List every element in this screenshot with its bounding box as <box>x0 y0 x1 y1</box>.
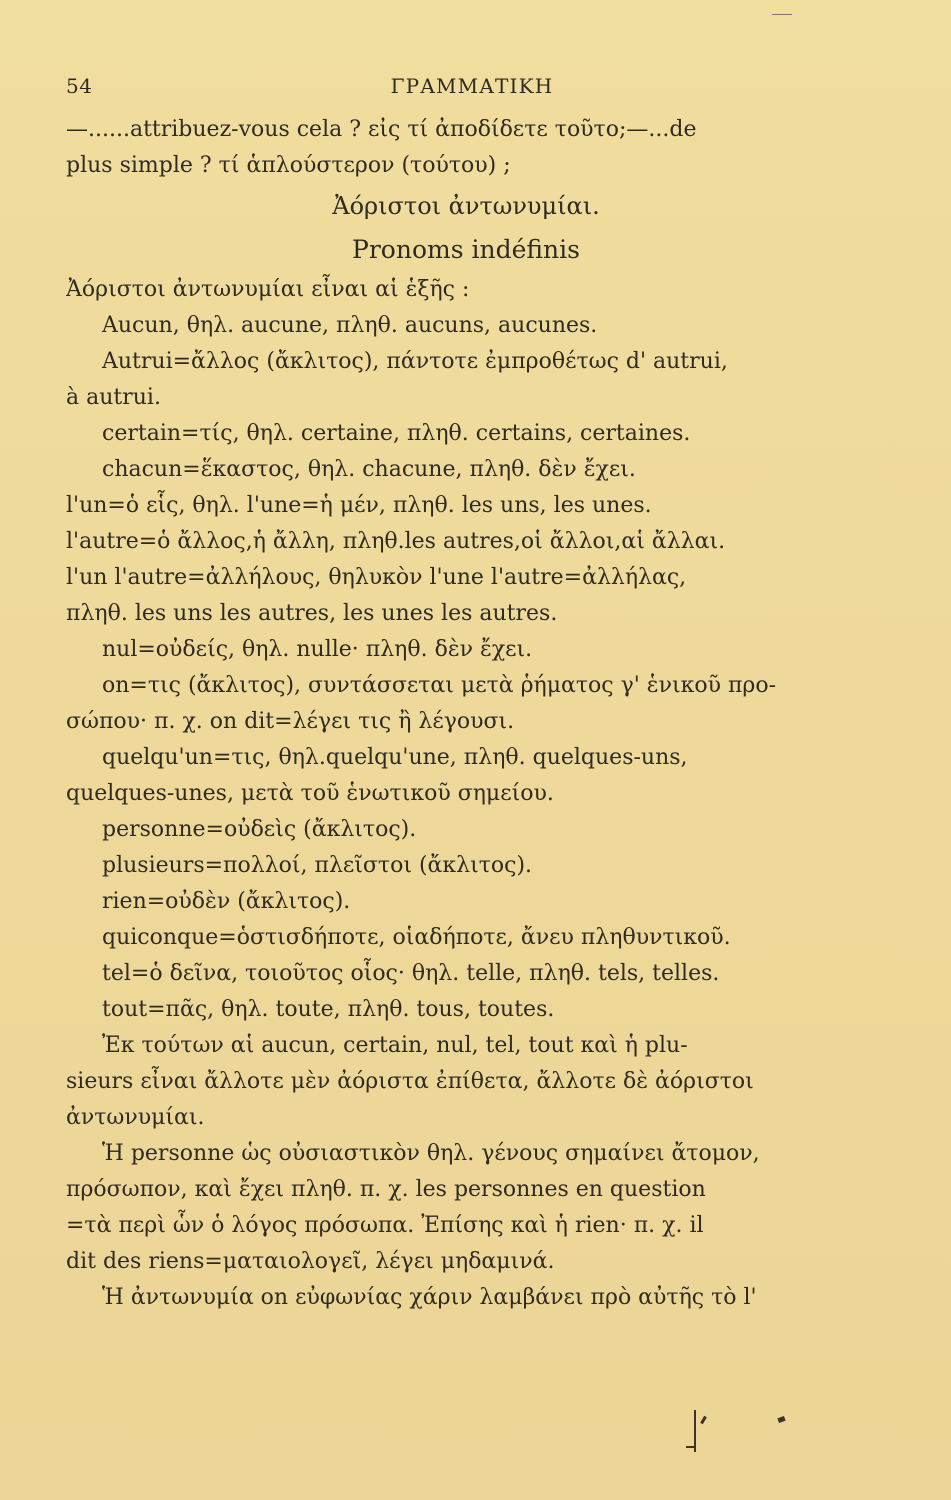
text-line: Ἡ personne ὡς οὐσιαστικὸν θηλ. γένους σημαίνει ἄτομον, <box>102 1141 760 1166</box>
text-line: certain=τίς, θηλ. certaine, πληθ. certains, certaines. <box>102 421 691 446</box>
text-line: quiconque=ὁστισδήποτε, οἱαδήποτε, ἄνευ πληθυντικοῦ. <box>102 925 731 950</box>
text-line: dit des riens=ματαιολογεῖ, λέγει μηδαμινά. <box>66 1249 555 1274</box>
text-line: l'autre=ὁ ἄλλος,ἡ ἄλλη, πληθ.les autres,οἱ ἄλλοι,αἱ ἄλλαι. <box>66 529 726 554</box>
running-head: ΓΡΑΜΜΑΤΙΚΗ <box>390 74 554 98</box>
top-margin-mark <box>772 0 792 15</box>
text-line: à autrui. <box>66 385 161 410</box>
text-line: Ἐκ τούτων αἱ aucun, certain, nul, tel, tout καὶ ἡ plu- <box>102 1033 688 1058</box>
text-line: tel=ὁ δεῖνα, τοιοῦτος οἷος· θηλ. telle, πληθ. tels, telles. <box>102 961 720 986</box>
text-line: Autrui=ἄλλος (ἄκλιτος), πάντοτε ἐμπροθέτως d' autrui, <box>102 349 728 374</box>
section-heading-greek: Ἀόριστοι ἀντωνυμίαι. <box>332 192 600 220</box>
text-line: rien=οὐδὲν (ἄκλιτος). <box>102 889 351 914</box>
text-line: —......attribuez-vous cela ? εἰς τί ἀποδίδετε τοῦτο;—...de <box>66 117 697 142</box>
text-line: l'un=ὁ εἷς, θηλ. l'une=ἡ μέν, πληθ. les uns, les unes. <box>66 493 652 518</box>
text-line: tout=πᾶς, θηλ. toute, πληθ. tous, toutes. <box>102 997 555 1022</box>
text-line: plusieurs=πολλοί, πλεῖστοι (ἄκλιτος). <box>102 853 533 878</box>
page-header <box>66 74 878 106</box>
text-line: on=τις (ἄκλιτος), συντάσσεται μετὰ ῥήματος γ' ἑνικοῦ προ- <box>102 673 777 698</box>
text-body <box>66 112 866 1316</box>
text-line: quelques-unes, μετὰ τοῦ ἑνωτικοῦ σημείου. <box>66 781 554 806</box>
text-line: ἀντωνυμίαι. <box>66 1105 205 1130</box>
text-line: πρόσωπον, καὶ ἔχει πληθ. π. χ. les personnes en question <box>66 1177 706 1202</box>
section-heading-french: Pronoms indéfinis <box>352 235 580 264</box>
text-line: Ἡ ἀντωνυμία on εὐφωνίας χάριν λαμβάνει πρὸ αὐτῆς τὸ l' <box>102 1285 757 1310</box>
ink-marks <box>666 1402 786 1472</box>
text-line: plus simple ? τί ἁπλούστερον (τούτου) ; <box>66 153 511 178</box>
page-number: 54 <box>66 74 93 98</box>
text-line: quelqu'un=τις, θηλ.quelqu'une, πληθ. quelques-uns, <box>102 745 688 770</box>
text-line: σώπου· π. χ. on dit=λέγει τις ἢ λέγουσι. <box>66 709 515 734</box>
text-line: =τὰ περὶ ὧν ὁ λόγος πρόσωπα. Ἐπίσης καὶ ἡ rien· π. χ. il <box>66 1213 704 1238</box>
text-line: l'un l'autre=ἀλλήλους, θηλυκὸν l'une l'autre=ἀλλήλας, <box>66 565 687 590</box>
text-line: πληθ. les uns les autres, les unes les autres. <box>66 601 558 626</box>
text-line: sieurs εἶναι ἄλλοτε μὲν ἀόριστα ἐπίθετα, ἄλλοτε δὲ ἀόριστοι <box>66 1069 754 1094</box>
text-line: chacun=ἕκαστος, θηλ. chacune, πληθ. δὲν ἔχει. <box>102 457 636 482</box>
text-line: personne=οὐδεὶς (ἄκλιτος). <box>102 817 417 842</box>
text-line: Aucun, θηλ. aucune, πληθ. aucuns, aucunes. <box>102 313 598 338</box>
text-line: nul=οὐδείς, θηλ. nulle· πληθ. δὲν ἔχει. <box>102 637 533 662</box>
text-line: Ἀόριστοι ἀντωνυμίαι εἶναι αἱ ἑξῆς : <box>66 277 470 302</box>
